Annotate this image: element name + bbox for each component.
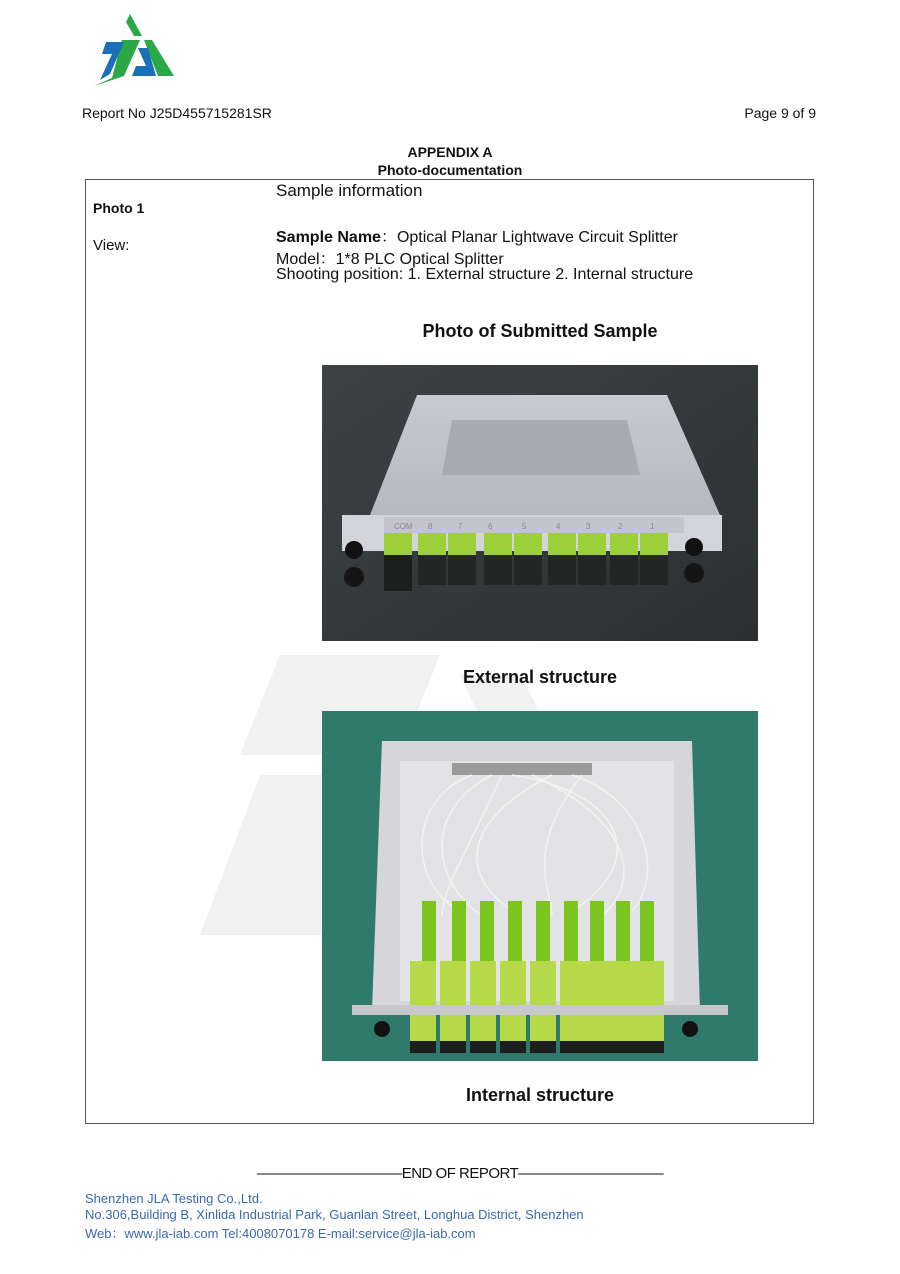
- report-number: Report No J25D455715281SR: [82, 105, 272, 121]
- view-label: View:: [93, 237, 130, 254]
- sample-info-heading: Sample information: [276, 181, 423, 200]
- sample-name-label: Sample Name: [276, 229, 381, 246]
- footer-contact: Web：www.jla-iab.com Tel:4008070178 E-mail:service@jla-iab.com: [85, 1226, 476, 1241]
- internal-structure-caption: Internal structure: [465, 1085, 615, 1105]
- port-label: 8: [428, 522, 433, 531]
- page-number: Page 9 of 9: [744, 105, 816, 121]
- footer-address: No.306,Building B, Xinlida Industrial Park, Guanlan Street, Longhua District, Shenzhen: [85, 1207, 584, 1222]
- external-structure-caption: External structure: [462, 667, 618, 687]
- appendix-title: APPENDIX A: [407, 144, 493, 160]
- shooting-position-line: Shooting position: 1. External structure 2. Internal structure: [276, 266, 694, 283]
- port-label: 2: [618, 522, 623, 531]
- company-logo: [92, 14, 176, 86]
- port-label: 4: [556, 522, 561, 531]
- port-label: 3: [586, 522, 591, 531]
- model-line: Model：1*8 PLC Optical Splitter: [276, 251, 504, 268]
- port-label: 7: [458, 522, 463, 531]
- sample-name-value: ：Optical Planar Lightwave Circuit Splitter: [380, 229, 678, 246]
- internal-structure-photo: [322, 711, 758, 1061]
- port-label: 6: [488, 522, 493, 531]
- photo-label: Photo 1: [93, 200, 145, 216]
- port-label: COM: [394, 522, 413, 531]
- appendix-subtitle: Photo-documentation: [377, 162, 523, 178]
- end-of-report: ——————————END OF REPORT——————————: [256, 1165, 664, 1182]
- external-structure-photo: [322, 365, 758, 641]
- sample-name-line: [276, 224, 678, 247]
- footer-company: Shenzhen JLA Testing Co.,Ltd.: [85, 1191, 263, 1206]
- port-label: 5: [522, 522, 527, 531]
- port-label: 1: [650, 522, 655, 531]
- photo-section-heading: Photo of Submitted Sample: [422, 321, 658, 341]
